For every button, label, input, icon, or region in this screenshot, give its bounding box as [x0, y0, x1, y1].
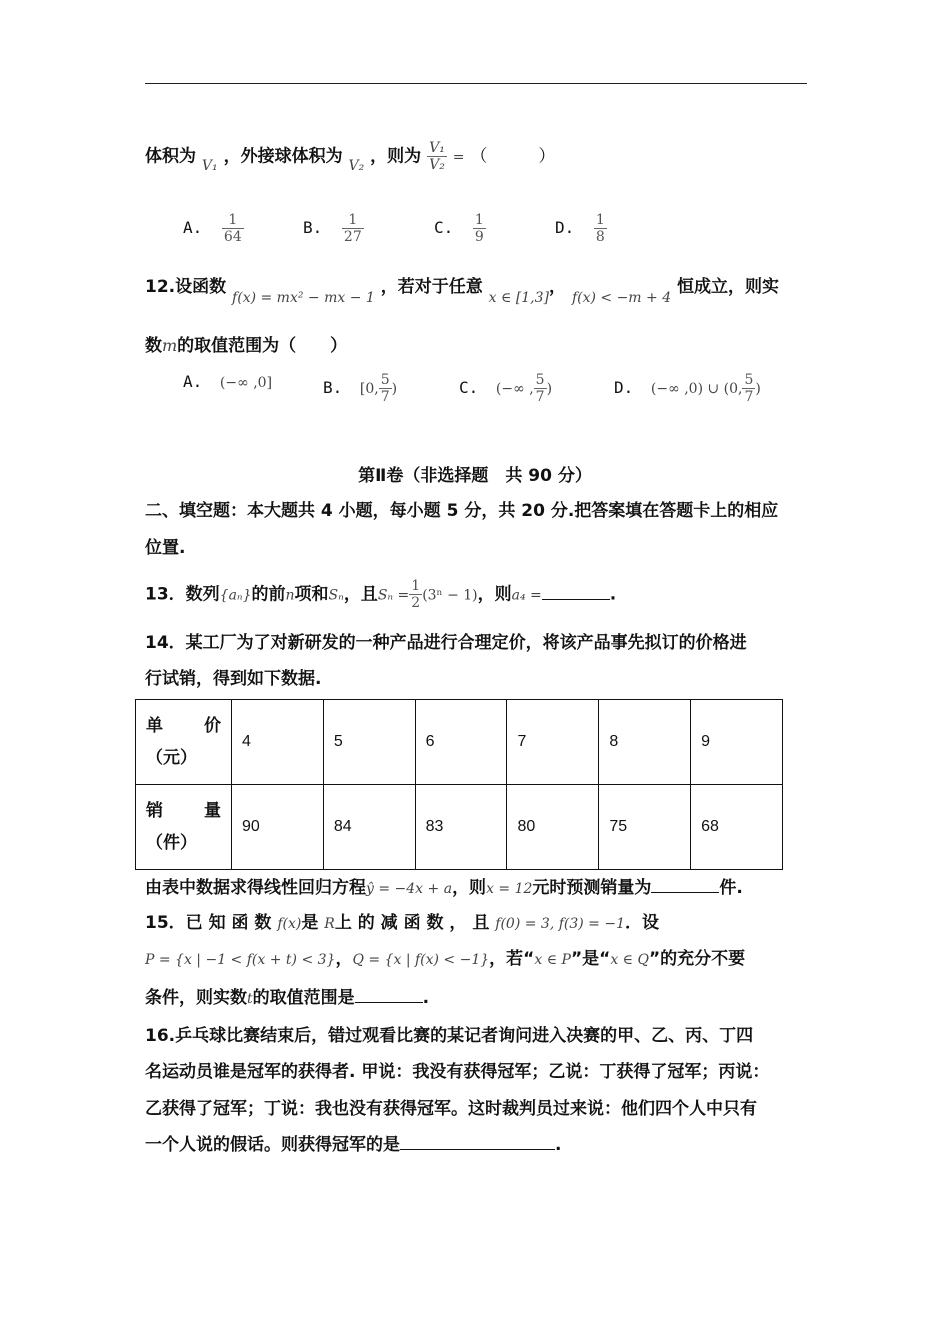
q16-line2: 名运动员谁是冠军的获得者. 甲说：我没有获得冠军；乙说：丁获得了冠军；丙说：: [145, 1062, 770, 1082]
q15-stem: 15．已 知 函 数 f(x)是 R上 的 减 函 数 ， 且 f(0) = 3, f(3) = −1．设: [145, 913, 659, 933]
q12-option-a: A. (−∞ ,0]: [183, 372, 273, 391]
q16-line4: 一个人说的假话。则获得冠军的是 .: [145, 1135, 562, 1155]
q16-line1: 16.乒乓球比赛结束后，错过观看比赛的某记者询问进入决赛的甲、乙、丙、丁四: [145, 1026, 754, 1046]
q11-option-a: A. $\frac{1}{64}$: [183, 212, 242, 246]
q11-stem: 体积为 $_{V_1}$ ，外接球体积为 $_{V_2}$ ，则为 $\frac{\text{V₁}}{\text{V₂}}$ = （ ）: [145, 140, 556, 174]
section-heading: 二、填空题：本大题共 4 小题，每小题 5 分，共 20 分.把答案填在答题卡上的相应: [145, 501, 779, 521]
q15-stem-line3: 条件，则实数t的取值范围是 .: [145, 988, 430, 1008]
q11-option-b: B. $\frac{1}{27}$: [303, 212, 362, 246]
table-cell: 75: [599, 785, 691, 870]
q12-option-d: D. (−∞ ,0) ∪ (0, $\frac{5}{7}$ ): [614, 372, 761, 406]
q15-stem-line2: P = {x | −1 < f(x + t) < 3}，Q = {x | f(x) < −1}，若“x ∈ P”是“x ∈ Q”的充分不要: [145, 949, 746, 969]
table-cell: 90: [232, 785, 324, 870]
section-heading-line2: 位置.: [145, 538, 186, 558]
price-sales-table: [135, 699, 783, 870]
table-cell: 8: [599, 700, 691, 785]
table-cell: 83: [415, 785, 507, 870]
q16-answer-blank: [400, 1133, 555, 1150]
q14-stem-line2: 行试销，得到如下数据.: [145, 669, 322, 689]
q12-stem: 12.设函数 $_{f(x) = mx^2 - mx - 1}$ ，若对于任意 $_{x \in [1,3]}$， $_{f(x) < -m + 4}$ 恒成立，则实: [145, 277, 780, 306]
table-cell: 6: [415, 700, 507, 785]
q12-stem-line2: 数m的取值范围为（ ）: [145, 336, 348, 356]
part2-title: 第Ⅱ卷（非选择题 共 90 分）: [358, 466, 592, 486]
table-row: [136, 700, 783, 785]
q16-line3: 乙获得了冠军；丁说：我也没有获得冠军。这时裁判员过来说：他们四个人中只有: [145, 1099, 757, 1119]
table-cell: 7: [507, 700, 599, 785]
q15-answer-blank: [355, 986, 423, 1003]
q12-option-b: B. [0, $\frac{5}{7}$ ): [323, 372, 398, 406]
table-cell: 80: [507, 785, 599, 870]
row-header-price: 单 价 （元）: [136, 700, 232, 785]
q14-question: 由表中数据求得线性回归方程ŷ = −4x + a，则x = 12元时预测销量为 件.: [145, 878, 743, 898]
q11-option-c: C. $\frac{1}{9}$: [434, 212, 484, 246]
q11-ratio: $\frac{\text{V₁}}{\text{V₂}}$: [429, 140, 445, 174]
row-header-sales: 销 量 （件）: [136, 785, 232, 870]
table-row: [136, 785, 783, 870]
table-cell: 4: [232, 700, 324, 785]
q13: 13．数列{aₙ}的前n项和Sₙ，且Sₙ = $\frac{1}{2}$ (3ⁿ − 1)，则a₄ = .: [145, 578, 617, 612]
table-cell: 5: [323, 700, 415, 785]
header-rule: [145, 83, 807, 84]
q13-answer-blank: [542, 583, 610, 600]
table-cell: 68: [691, 785, 783, 870]
q11-option-d: D. $\frac{1}{8}$: [555, 212, 605, 246]
table-cell: 84: [323, 785, 415, 870]
table-cell: 9: [691, 700, 783, 785]
q14-stem: 14．某工厂为了对新研发的一种产品进行合理定价，将该产品事先拟订的价格进: [145, 633, 747, 653]
q12-option-c: C. (−∞ , $\frac{5}{7}$ ): [459, 372, 553, 406]
q14-answer-blank: [651, 876, 719, 893]
